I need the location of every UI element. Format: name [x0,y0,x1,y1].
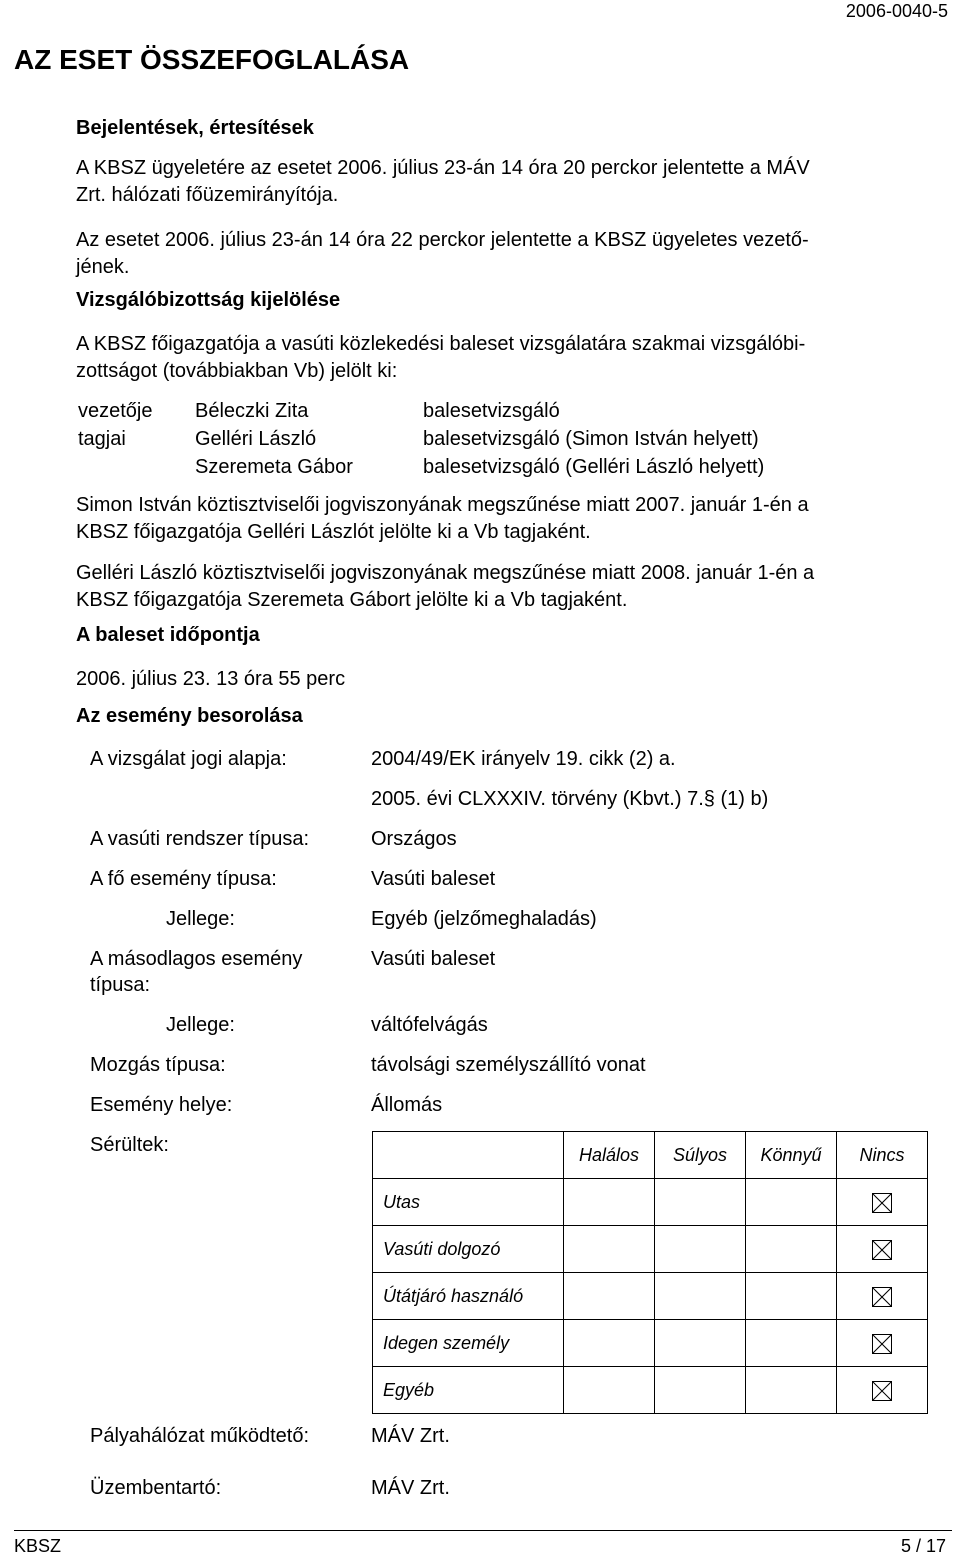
column-header: Halálos [564,1132,655,1179]
member-name: Szeremeta Gábor [195,456,353,478]
system-type-value: Országos [371,828,457,850]
row-label: Egyéb [373,1367,564,1414]
legal-basis-label: A vizsgálat jogi alapja: [90,748,287,770]
column-header: Nincs [837,1132,928,1179]
footer-page-number: 5 / 17 [900,1536,946,1556]
member-name: Béleczki Zita [195,400,309,422]
movement-type-value: távolsági személyszállító vonat [371,1054,646,1076]
classification-heading: Az esemény besorolása [76,705,303,727]
infrastructure-manager-label: Pályahálózat működtető: [90,1425,310,1447]
row-label: Utas [373,1179,564,1226]
secondary-event-label-line-2: típusa: [90,974,151,996]
main-nature-value: Egyéb (jelzőmeghaladás) [371,908,597,930]
checkbox-cell [837,1273,928,1320]
secondary-nature-value: váltófelvágás [371,1014,488,1036]
movement-type-label: Mozgás típusa: [90,1054,226,1076]
checkbox-cell [837,1367,928,1414]
legal-basis-value-2: 2005. évi CLXXXIV. törvény (Kbvt.) 7.§ (1) b) [371,788,769,810]
document-number: 2006-0040-5 [845,1,948,21]
member-role: vezetője [78,400,153,422]
table-row [373,1320,928,1367]
notification-paragraph-2-line-2: jének. [76,256,130,278]
injuries-header-row [373,1132,928,1179]
checked-box-icon [872,1381,892,1401]
operator-value: MÁV Zrt. [371,1477,450,1499]
checked-box-icon [872,1334,892,1354]
checked-box-icon [872,1240,892,1260]
row-label: Idegen személy [373,1320,564,1367]
footer-organization: KBSZ [14,1536,62,1556]
column-header: Könnyű [746,1132,837,1179]
checked-box-icon [872,1193,892,1213]
secondary-event-label-line-1: A másodlagos esemény [90,948,303,970]
main-event-label: A fő esemény típusa: [90,868,277,890]
injuries-corner-cell [373,1132,564,1179]
table-row [373,1226,928,1273]
main-event-value: Vasúti baleset [371,868,496,890]
row-label: Vasúti dolgozó [373,1226,564,1273]
event-location-value: Állomás [371,1094,443,1116]
checked-box-icon [872,1287,892,1307]
checkbox-cell [837,1179,928,1226]
member-role: tagjai [78,428,126,450]
page-title: AZ ESET ÖSSZEFOGLALÁSA [14,44,410,75]
committee-note-2-line-1: Gelléri László köztisztviselői jogviszonyának megszűnése miatt 2008. január 1-én a [76,562,815,584]
notification-paragraph-2-line-1: Az esetet 2006. július 23-án 14 óra 22 perckor jelentette a KBSZ ügyeletes vezető- [76,229,809,251]
infrastructure-manager-value: MÁV Zrt. [371,1425,450,1447]
injuries-table [372,1131,928,1414]
committee-note-1-line-2: KBSZ főigazgatója Gelléri Lászlót jelölte ki a Vb tagjaként. [76,521,591,543]
accident-time-heading: A baleset időpontja [76,624,260,646]
secondary-nature-label: Jellege: [166,1014,235,1036]
committee-heading: Vizsgálóbizottság kijelölése [76,289,341,311]
notifications-heading: Bejelentések, értesítések [76,117,314,139]
member-position: balesetvizsgáló (Simon István helyett) [423,428,759,450]
injured-label: Sérültek: [90,1134,169,1156]
accident-time-value: 2006. július 23. 13 óra 55 perc [76,668,346,690]
operator-label: Üzembentartó: [90,1477,222,1499]
committee-intro-line-1: A KBSZ főigazgatója a vasúti közlekedési baleset vizsgálatára szakmai vizsgálóbi- [76,333,806,355]
member-position: balesetvizsgáló (Gelléri László helyett) [423,456,765,478]
footer-divider [14,1530,952,1531]
committee-intro-line-2: zottságot (továbbiakban Vb) jelölt ki: [76,360,398,382]
legal-basis-value-1: 2004/49/EK irányelv 19. cikk (2) a. [371,748,676,770]
notification-paragraph-1-line-2: Zrt. hálózati főüzemirányítója. [76,184,339,206]
member-position: balesetvizsgáló [423,400,560,422]
column-header: Súlyos [655,1132,746,1179]
member-name: Gelléri László [195,428,317,450]
secondary-event-value: Vasúti baleset [371,948,496,970]
event-location-label: Esemény helye: [90,1094,233,1116]
table-row [373,1273,928,1320]
main-nature-label: Jellege: [166,908,235,930]
table-row [373,1367,928,1414]
system-type-label: A vasúti rendszer típusa: [90,828,310,850]
checkbox-cell [837,1226,928,1273]
notification-paragraph-1-line-1: A KBSZ ügyeletére az esetet 2006. július 23-án 14 óra 20 perckor jelentette a MÁV [76,157,810,179]
committee-note-2-line-2: KBSZ főigazgatója Szeremeta Gábort jelölte ki a Vb tagjaként. [76,589,628,611]
committee-note-1-line-1: Simon István köztisztviselői jogviszonyának megszűnése miatt 2007. január 1-én a [76,494,809,516]
table-row [373,1179,928,1226]
checkbox-cell [837,1320,928,1367]
row-label: Útátjáró használó [373,1273,564,1320]
